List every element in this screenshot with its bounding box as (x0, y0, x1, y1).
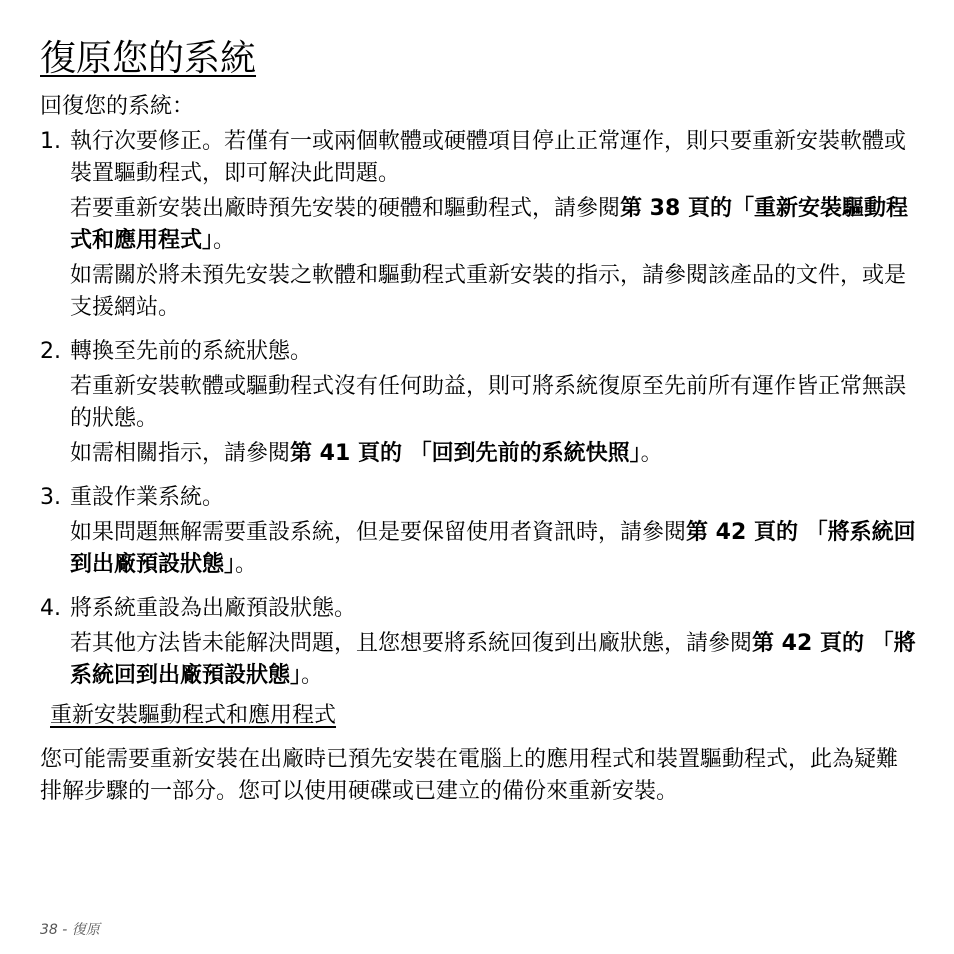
step-reference (70, 517, 918, 581)
cross-reference-link[interactable]: 第 41 頁的 「回到先前的系統快照」 (290, 441, 641, 466)
section-heading: 重新安裝驅動程式和應用程式 (50, 703, 337, 728)
cross-reference-link[interactable]: 第 42 頁的 「將系統回到出廠預設狀態」 (70, 520, 916, 577)
step-number: 3. (40, 485, 61, 510)
step-text: 。 (235, 552, 258, 577)
step-heading: 重設作業系統。 (70, 485, 225, 510)
step-3 (40, 482, 918, 581)
step-heading: 轉換至先前的系統狀態。 (70, 339, 313, 364)
cross-reference-link[interactable]: 第 42 頁的 「將系統回到出廠預設狀態」 (70, 631, 916, 688)
step-text: 。 (640, 441, 663, 466)
intro-text: 回復您的系統： (40, 94, 195, 119)
page-footer: 38 - 復原 (40, 922, 100, 938)
step-reference (70, 193, 918, 257)
step-number: 4. (40, 596, 61, 621)
step-text: 。 (301, 663, 324, 688)
step-text: 。 (213, 228, 236, 253)
step-text: 如果問題無解需要重設系統，但是要保留使用者資訊時，請參閱 (70, 520, 687, 545)
step-heading: 將系統重設為出廠預設狀態。 (70, 596, 357, 621)
step-number: 1. (40, 129, 61, 154)
step-reference (70, 628, 918, 692)
step-2 (40, 336, 918, 470)
step-note: 如需關於將未預先安裝之軟體和驅動程式重新安裝的指示，請參閱該產品的文件，或是支援網站。 (70, 263, 907, 320)
step-text: 若要重新安裝出廠時預先安裝的硬體和驅動程式，請參閱 (70, 196, 621, 221)
step-number: 2. (40, 339, 61, 364)
step-1 (40, 126, 918, 324)
step-heading: 執行次要修正。若僅有一或兩個軟體或硬體項目停止正常運作，則只要重新安裝軟體或裝置驅動程式，即可解決此問題。 (70, 129, 907, 186)
cross-reference-link[interactable]: 第 38 頁的「重新安裝驅動程式和應用程式」 (70, 196, 908, 253)
step-4 (40, 593, 918, 692)
recovery-steps-list (40, 126, 918, 704)
step-text: 如需相關指示，請參閱 (70, 441, 291, 466)
section-body: 您可能需要重新安裝在出廠時已預先安裝在電腦上的應用程式和裝置驅動程式，此為疑難排解步驟的一部分。您可以使用硬碟或已建立的備份來重新安裝。 (40, 747, 899, 804)
page-title: 復原您的系統 (40, 38, 257, 79)
step-description: 若重新安裝軟體或驅動程式沒有任何助益，則可將系統復原至先前所有運作皆正常無誤的狀態。 (70, 374, 907, 431)
step-reference (70, 438, 918, 470)
step-text: 若其他方法皆未能解決問題，且您想要將系統回復到出廠狀態，請參閱 (70, 631, 753, 656)
